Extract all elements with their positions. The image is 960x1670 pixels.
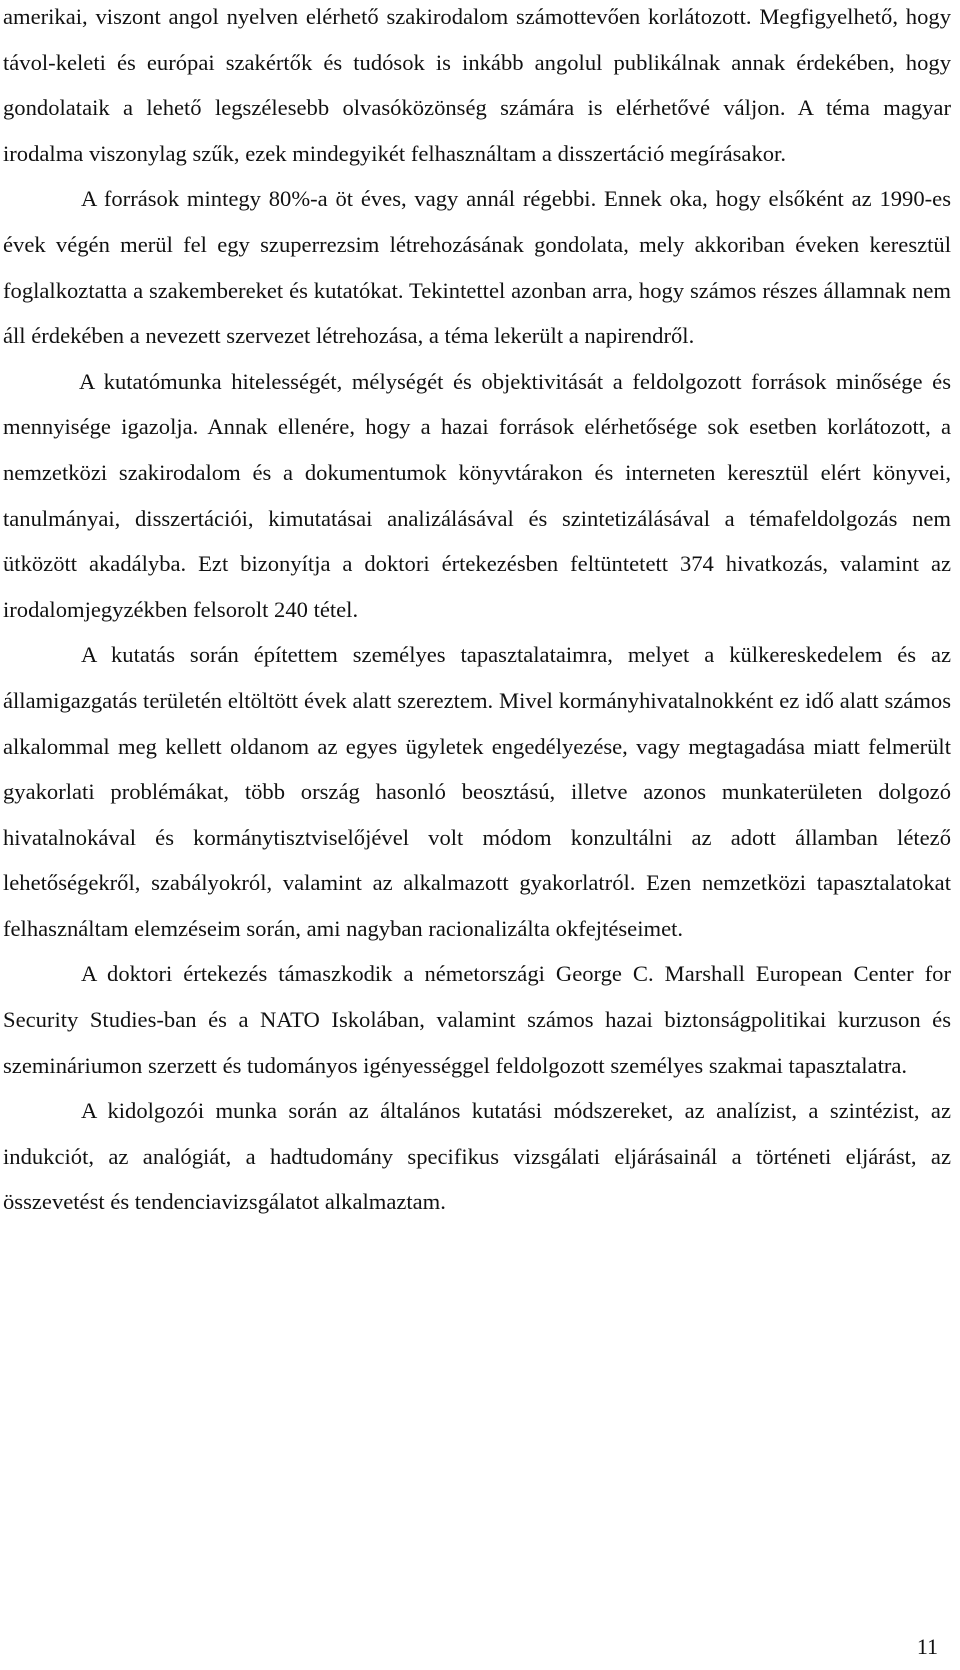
- paragraph-3: A kutatómunka hitelességét, mélységét és objektivitását a feldolgozott források minősége és mennyisége igazolja. Annak ellenére, hogy a hazai források elérhetősége sok esetben korlátozott, a nemzetközi szakirodalom és a dokumentumok könyvtárakon és interneten keresztül elért könyvei, tanulmányai, disszertációi, kimutatásai analizálásával és szintetizálásával a témafeldolgozás nem ütközött akadályba. Ezt bizonyítja a doktori értekezésben feltüntetett 374 hivatkozás, valamint az irodalomjegyzékben felsorolt 240 tétel.: [3, 368, 951, 622]
- paragraph-5: A doktori értekezés támaszkodik a németországi George C. Marshall European Center for Security Studies-ban és a NATO Iskolában, valamint számos hazai biztonságpolitikai kurzuson és szemináriumon szerzett és tudományos igényességgel feldolgozott személyes szakmai tapasztalatra.: [3, 961, 951, 1078]
- body-text: [3, 0, 951, 1225]
- page-number: 11: [916, 1634, 938, 1659]
- paragraph-1: amerikai, viszont angol nyelven elérhető szakirodalom számottevően korlátozott. Megfigyelhető, hogy távol-keleti és európai szakértők és tudósok is inkább angolul publikálnak annak érdekében, hogy gondolataik a lehető legszélesebb olvasóközönség számára is elérhetővé váljon. A téma magyar irodalma viszonylag szűk, ezek mindegyikét felhasználtam a disszertáció megírásakor.: [3, 4, 951, 166]
- paragraph-6: A kidolgozói munka során az általános kutatási módszereket, az analízist, a szintézist, az indukciót, az analógiát, a hadtudomány specifikus vizsgálati eljárásainál a történeti eljárást, az összevetést és tendenciavizsgálatot alkalmaztam.: [3, 1098, 951, 1215]
- paragraph-4: A kutatás során építettem személyes tapasztalataimra, melyet a külkereskedelem és az államigazgatás területén eltöltött évek alatt szereztem. Mivel kormányhivatalnokként ez idő alatt számos alkalommal meg kellett oldanom az egyes ügyletek engedélyezése, vagy megtagadása miatt felmerült gyakorlati problémákat, több ország hasonló beosztású, illetve azonos munkaterületen dolgozó hivatalnokával és kormánytisztviselőjével volt módom konzultálni az adott államban létező lehetőségekről, szabályokról, valamint az alkalmazott gyakorlatról. Ezen nemzetközi tapasztalatokat felhasználtam elemzéseim során, ami nagyban racionalizálta okfejtéseimet.: [3, 642, 951, 941]
- paragraph-2: A források mintegy 80%-a öt éves, vagy annál régebbi. Ennek oka, hogy elsőként az 1990-es évek végén merül fel egy szuperrezsim létrehozásának gondolata, mely akkoriban éveken keresztül foglalkoztatta a szakembereket és kutatókat. Tekintettel azonban arra, hogy számos részes államnak nem áll érdekében a nevezett szervezet létrehozása, a téma lekerült a napirendről.: [3, 186, 951, 349]
